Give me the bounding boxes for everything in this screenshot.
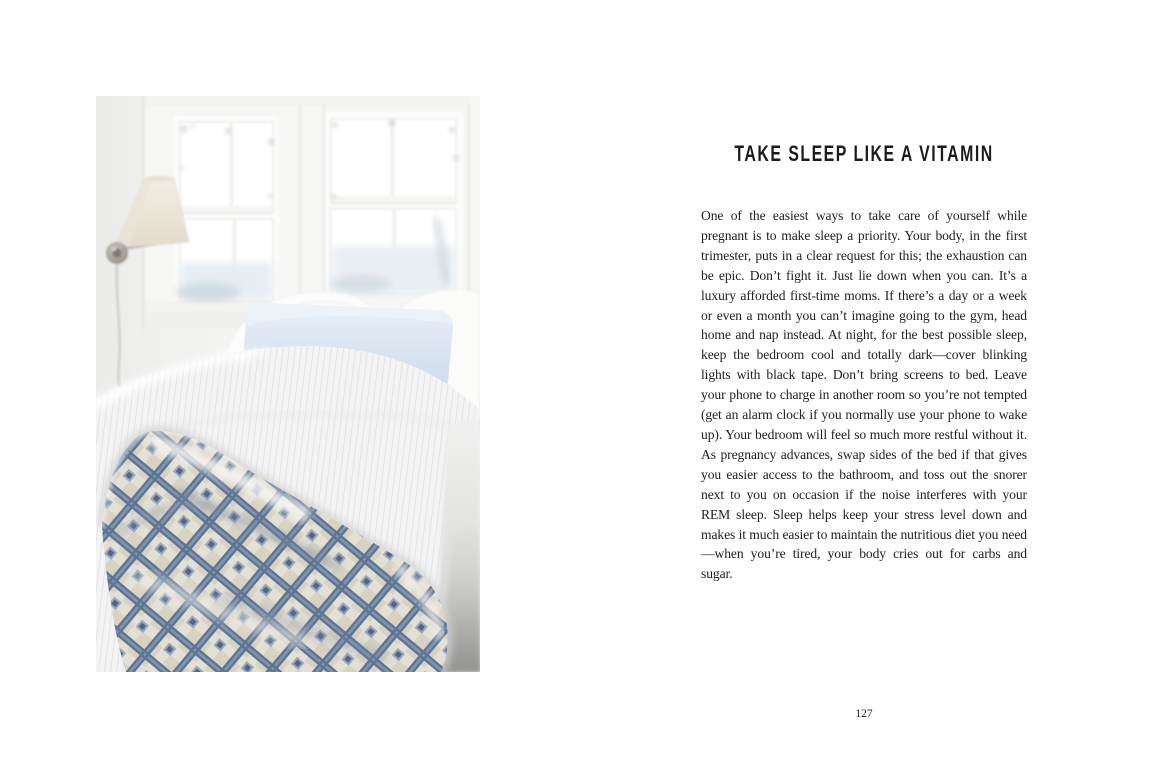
bedroom-photo	[96, 96, 480, 672]
page-number: 127	[855, 708, 873, 720]
right-page-column	[701, 142, 1027, 584]
chapter-title: TAKE SLEEP LIKE A VITAMIN	[734, 141, 994, 166]
body-text: One of the easiest ways to take care of yourself while pregnant is to make sleep a priority. Your body, in the first trimester, puts in a clear request for this; the exhaustion can be epic. Don’t fight it. Just lie down when you can. It’s a luxury afforded first-time moms. If there’s a day or a week or even a month you can’t imagine going to the gym, head home and nap instead. At night, for the best possible sleep, keep the bedroom cool and totally dark—cover blinking lights with black tape. Don’t bring screens to bed. Leave your phone to charge in another room so you’re not tempted (get an alarm clock if you normally use your phone to wake up). Your bedroom will feel so much more restful without it. As pregnancy advances, swap sides of the bed if that gives you easier access to the bathroom, and toss out the snorer next to you on occasion if the noise interferes with your REM sleep. Sleep helps keep your stress level down and makes it much easier to maintain the nutritious diet you need—when you’re tired, your body cries out for carbs and sugar.	[701, 208, 1027, 582]
